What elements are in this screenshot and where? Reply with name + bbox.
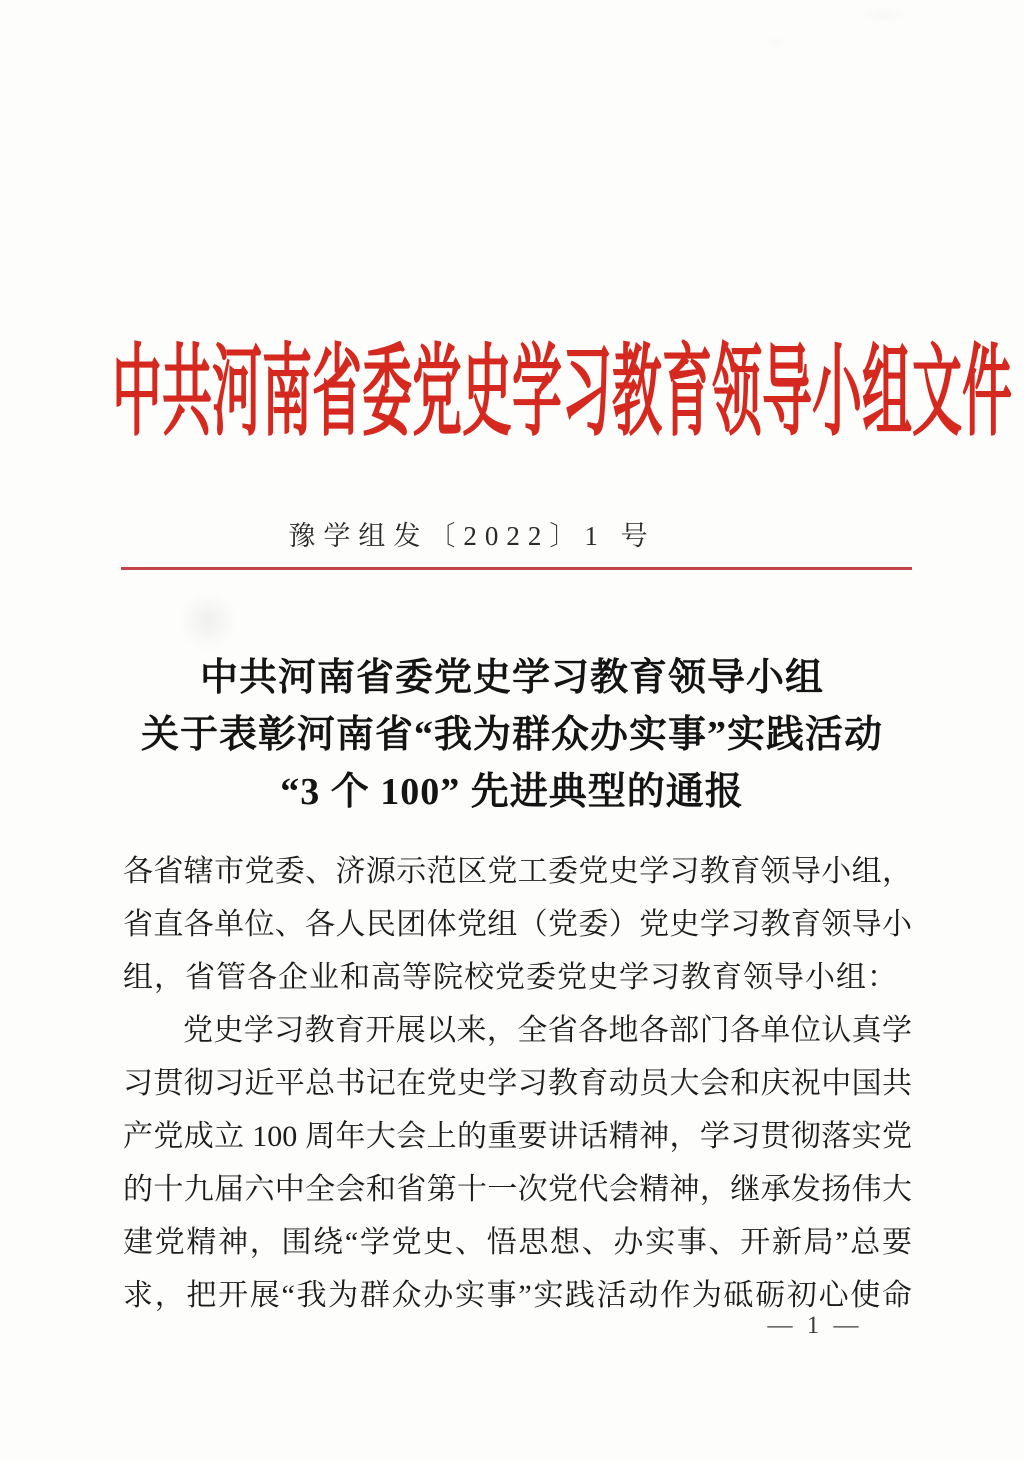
document-title-line-1: 中共河南省委党史学习教育领导小组 [199,657,824,699]
document-title-line-2: 关于表彰河南省“我为群众办实事”实践活动 [140,714,883,756]
document-number: 豫学组发〔2022〕1 号 [288,521,656,551]
salutation-line: 省直各单位、各人民团体党组（党委）党史学习教育领导小 [123,908,912,941]
document-title [102,650,922,821]
paragraph-line: 产党成立 100 周年大会上的重要讲话精神，学习贯彻落实党 [123,1120,912,1153]
document-body [123,845,912,1322]
paragraph-line: 建党精神，围绕“学党史、悟思想、办实事、开新局”总要 [123,1226,912,1259]
paragraph-line: 的十九届六中全会和省第十一次党代会精神，继承发扬伟大 [123,1173,912,1206]
page-number: — 1 — [767,1312,863,1339]
paragraph-line: 党史学习教育开展以来，全省各地各部门各单位认真学 [183,1014,912,1047]
scan-artifact [860,8,908,22]
letterhead-title: 中共河南省委党史学习教育领导小组文件 [112,336,1012,448]
paragraph-line: 习贯彻习近平总书记在党史学习教育动员大会和庆祝中国共 [123,1067,912,1100]
salutation-line: 各省辖市党委、济源示范区党工委党史学习教育领导小组， [123,855,912,888]
document-title-line-3: “3 个 100” 先进典型的通报 [280,771,744,813]
salutation-line: 组，省管各企业和高等院校党委党史学习教育领导小组： [123,961,898,994]
red-divider-rule [121,567,912,570]
scan-artifact [178,592,238,650]
paragraph-line: 求，把开展“我为群众办实事”实践活动作为砥砺初心使命 [123,1279,912,1312]
scan-artifact [764,36,788,48]
